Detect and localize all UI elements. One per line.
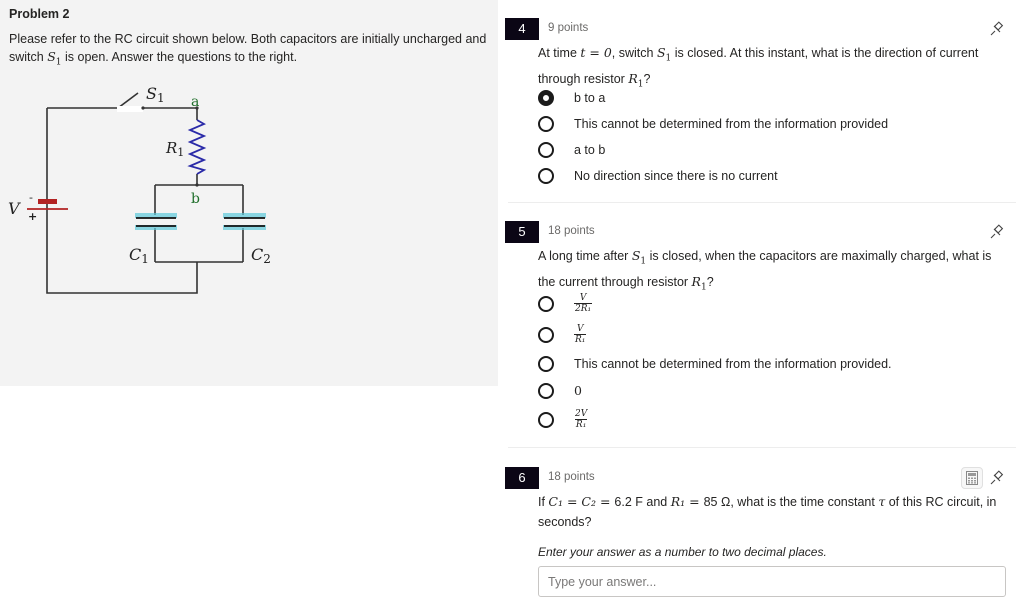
label-minus: -: [29, 191, 33, 204]
problem-title: Problem 2: [9, 7, 70, 21]
label-plus: +: [28, 210, 38, 223]
radio[interactable]: [538, 296, 554, 312]
question-number: 6: [505, 467, 539, 489]
question-4: [505, 18, 1015, 198]
resistor-r1: [190, 120, 204, 174]
label-node-a: a: [191, 94, 200, 110]
rc-circuit-diagram: [0, 70, 300, 300]
question-text: If C₁ = C₂ = 6.2 F and R₁ = 85 Ω, what is the time constant τ of this RC circuit, in seconds?: [538, 494, 997, 529]
capacitor-c2: [223, 213, 266, 230]
answer-options: [538, 288, 892, 435]
radio[interactable]: [538, 383, 554, 399]
option-v-over-2r1[interactable]: [538, 288, 892, 319]
problem-panel: [0, 0, 498, 386]
switch-contact: [117, 106, 143, 112]
divider: [508, 447, 1016, 448]
radio[interactable]: [538, 116, 554, 132]
radio[interactable]: [538, 356, 554, 372]
capacitor-c1: [135, 213, 177, 230]
pin-icon[interactable]: [989, 21, 1005, 37]
radio[interactable]: [538, 412, 554, 428]
question-points: 18 points: [548, 471, 595, 483]
question-points: 18 points: [548, 225, 595, 237]
radio[interactable]: [538, 168, 554, 184]
option-no-current[interactable]: No direction since there is no current: [538, 163, 888, 189]
radio-selected[interactable]: [538, 90, 554, 106]
fraction: $\frac{V}{\text{2R₁}}$: [575, 293, 592, 314]
fraction: $\frac{V}{\text{R₁}}$: [575, 324, 586, 345]
question-5: [505, 221, 1015, 441]
problem-description: Please refer to the RC circuit shown below. Both capacitors are initially uncharged and switch $S_1$ is open. Answer the questions to the right.: [9, 32, 487, 68]
question-text: At time t = 0, switch $S_1$ is closed. At this instant, what is the direction of current through resistor $R_1$?: [538, 45, 979, 89]
answer-options: [538, 85, 888, 189]
divider: [508, 202, 1016, 203]
option-cannot-determine[interactable]: This cannot be determined from the information provided.: [538, 350, 892, 377]
question-number: 4: [505, 18, 539, 40]
option-zero[interactable]: 0: [538, 377, 892, 404]
pin-icon[interactable]: [989, 224, 1005, 240]
label-node-b: b: [191, 191, 200, 207]
calculator-icon[interactable]: [961, 467, 983, 489]
label-v: V: [8, 199, 20, 218]
label-s1: S1: [146, 84, 165, 105]
option-b-to-a[interactable]: b to a: [538, 85, 888, 111]
question-number: 5: [505, 221, 539, 243]
math-switch: $S_1$: [47, 49, 62, 68]
label-c1: C1: [129, 245, 149, 266]
label-r1: $R_1$: [166, 139, 185, 159]
option-2v-over-r1[interactable]: [538, 404, 892, 435]
question-text: A long time after $S_1$ is closed, when the capacitors are maximally charged, what is the current through resistor $R_1$?: [538, 248, 992, 292]
answer-input[interactable]: [538, 566, 1006, 597]
option-v-over-r1[interactable]: [538, 319, 892, 350]
answer-instruction: Enter your answer as a number to two decimal places.: [538, 545, 827, 559]
question-points: 9 points: [548, 22, 589, 34]
option-cannot-determine[interactable]: This cannot be determined from the information provided: [538, 111, 888, 137]
radio[interactable]: [538, 142, 554, 158]
fraction: $\frac{2V}{\text{R₁}}$: [575, 409, 588, 430]
option-a-to-b[interactable]: a to b: [538, 137, 888, 163]
radio[interactable]: [538, 327, 554, 343]
label-c2: C2: [251, 245, 271, 266]
pin-icon[interactable]: [989, 470, 1005, 486]
